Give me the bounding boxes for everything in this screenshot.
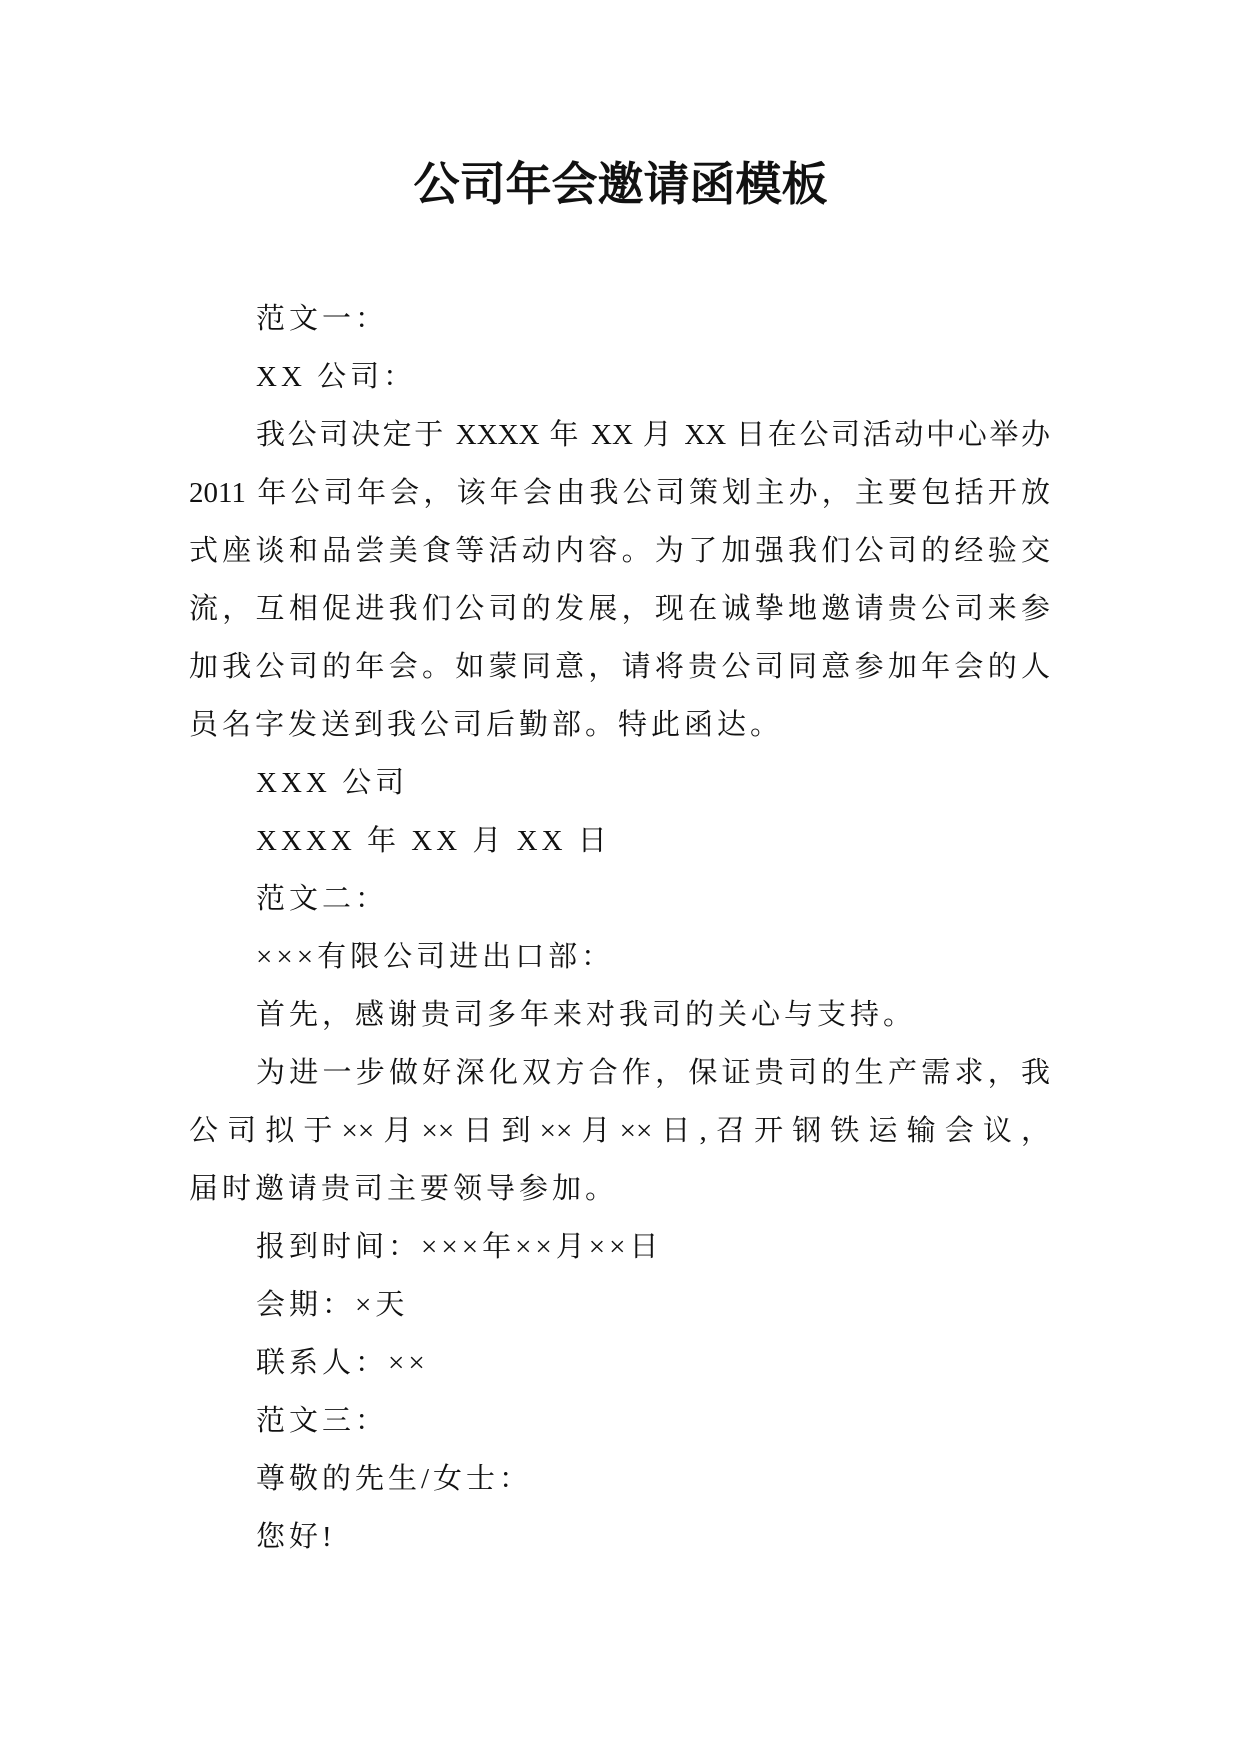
sample-1-body-line: 流，互相促进我们公司的发展，现在诚挚地邀请贵公司来参 <box>189 593 1050 625</box>
sample-3-greeting: 您好! <box>256 1521 336 1553</box>
document-body <box>189 290 1050 1566</box>
sample-2-body-line: 届时邀请贵司主要领导参加。 <box>189 1173 619 1205</box>
document-title: 公司年会邀请函模板 <box>413 159 828 210</box>
sample-1-body-line: 我公司决定于 XXXX 年 XX 月 XX 日在公司活动中心举办 <box>256 419 1050 451</box>
sample-1-signature: XXX 公司 <box>256 767 409 799</box>
sample-1-body-line: 2011 年公司年会，该年会由我公司策划主办，主要包括开放 <box>189 477 1050 509</box>
sample-1-body-line: 员名字发送到我公司后勤部。特此函达。 <box>189 709 784 741</box>
sample-2-contact: 联系人：×× <box>256 1347 429 1379</box>
sample-2-duration: 会期：×天 <box>256 1289 409 1321</box>
sample-2-heading: 范文二： <box>256 883 389 915</box>
sample-1-body-line: 式座谈和品尝美食等活动内容。为了加强我们公司的经验交 <box>189 535 1050 567</box>
sample-1-salutation: XX 公司： <box>256 361 417 393</box>
sample-1-heading: 范文一： <box>256 303 389 335</box>
sample-2-thanks: 首先，感谢贵司多年来对我司的关心与支持。 <box>256 999 917 1031</box>
sample-2-body-line: 公司拟于××月××日到××月××日,召开钢铁运输会议， <box>189 1115 1050 1147</box>
sample-3-salutation: 尊敬的先生/女士： <box>256 1463 533 1495</box>
sample-2-salutation: ×××有限公司进出口部： <box>256 941 615 973</box>
sample-3-heading: 范文三： <box>256 1405 389 1437</box>
sample-2-body-line: 为进一步做好深化双方合作，保证贵司的生产需求，我 <box>256 1057 1050 1089</box>
sample-1-date: XXXX 年 XX 月 XX 日 <box>256 825 611 857</box>
sample-1-body-line: 加我公司的年会。如蒙同意，请将贵公司同意参加年会的人 <box>189 651 1050 683</box>
sample-2-check-in-time: 报到时间：×××年××月××日 <box>256 1231 663 1263</box>
